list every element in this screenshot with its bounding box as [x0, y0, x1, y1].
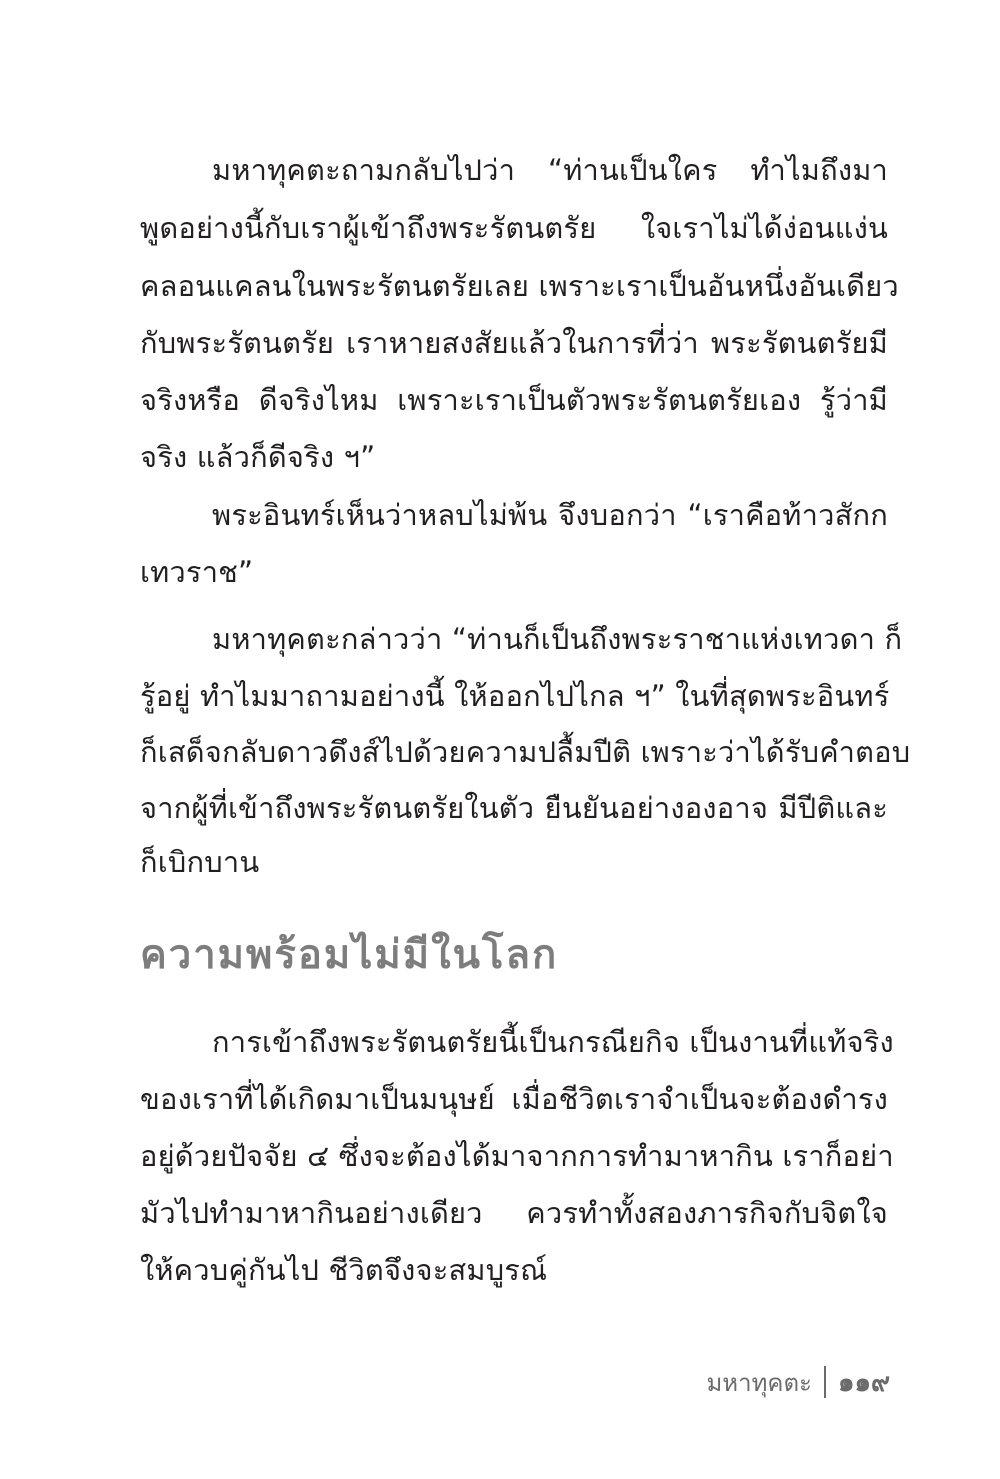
paragraph-line: มัวไปทำมาหากินอย่างเดียว ควรทำทั้งสองภารกิจกับจิตใจ	[140, 1196, 888, 1230]
paragraph-line: การเข้าถึงพระรัตนตรัยนี้เป็นกรณียกิจ เป็นงานที่แท้จริง	[212, 1025, 894, 1059]
paragraph-line: มหาทุคตะกล่าวว่า “ท่านก็เป็นถึงพระราชาแห่งเทวดา ก็	[212, 622, 903, 656]
paragraph-line: ให้ควบคู่กันไป ชีวิตจึงจะสมบูรณ์	[140, 1253, 548, 1287]
page-footer	[706, 1360, 890, 1404]
paragraph-line: จากผู้ที่เข้าถึงพระรัตนตรัยในตัว ยืนยันอย่างองอาจ มีปีติและ	[140, 791, 888, 825]
paragraph-line: รู้อยู่ ทำไมมาถามอย่างนี้ ให้ออกไปไกล ฯ” ในที่สุดพระอินทร์	[140, 679, 890, 713]
paragraph-line: ก็เบิกบาน	[140, 845, 260, 879]
running-title: มหาทุคตะ	[706, 1368, 812, 1397]
paragraph-line: อยู่ด้วยปัจจัย ๔ ซึ่งจะต้องได้มาจากการทำมาหากิน เราก็อย่า	[140, 1139, 894, 1173]
paragraph-line: มหาทุคตะถามกลับไปว่า “ท่านเป็นใคร ทำไมถึงมา	[212, 153, 888, 187]
section-heading: ความพร้อมไม่มีในโลก	[140, 932, 559, 978]
paragraph-line: ก็เสด็จกลับดาวดึงส์ไปด้วยความปลื้มปีติ เพราะว่าได้รับคำตอบ	[140, 735, 911, 769]
paragraph-line: คลอนแคลนในพระรัตนตรัยเลย เพราะเราเป็นอันหนึ่งอันเดียว	[140, 269, 899, 303]
page-number: ๑๑๙	[837, 1367, 890, 1398]
paragraph-line: ของเราที่ได้เกิดมาเป็นมนุษย์ เมื่อชีวิตเราจำเป็นจะต้องดำรง	[140, 1082, 888, 1116]
paragraph-line: พูดอย่างนี้กับเราผู้เข้าถึงพระรัตนตรัย ใจเราไม่ได้ง่อนแง่น	[140, 211, 888, 245]
paragraph-line: จริง แล้วก็ดีจริง ฯ”	[140, 440, 376, 474]
footer-divider	[824, 1366, 826, 1398]
paragraph-line: เทวราช”	[140, 555, 254, 589]
paragraph-line: จริงหรือ ดีจริงไหม เพราะเราเป็นตัวพระรัตนตรัยเอง รู้ว่ามี	[140, 383, 888, 417]
paragraph-line: กับพระรัตนตรัย เราหายสงสัยแล้วในการที่ว่า พระรัตนตรัยมี	[140, 326, 888, 360]
paragraph-line: พระอินทร์เห็นว่าหลบไม่พ้น จึงบอกว่า “เราคือท้าวสักก	[212, 498, 888, 532]
